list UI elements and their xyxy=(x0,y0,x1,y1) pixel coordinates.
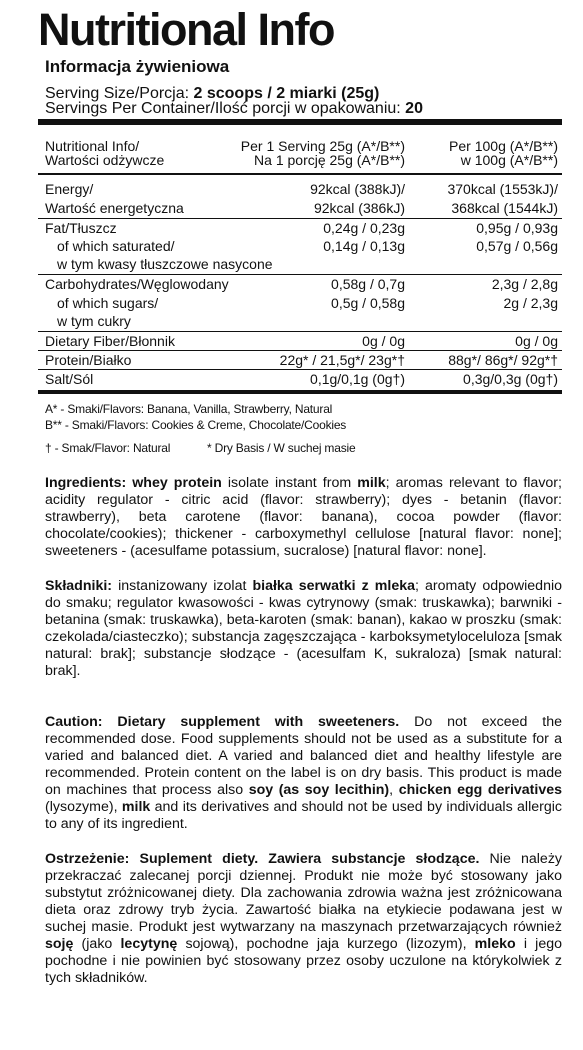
label-subtitle: Informacja żywieniowa xyxy=(45,57,230,76)
row-label: Carbohydrates/Węglowodany xyxy=(45,276,229,292)
footnote-dry-basis: * Dry Basis / W suchej masie xyxy=(207,441,356,455)
text: ; aromaty odpowiednio do smaku; regulator kwasowości - kwas cytrynowy (smak: truskawka); barwniki - betanina (smak: truskawka), beta-karoten (smak: banan), kakao w proszku (smak: czekolada/ciasteczko); substancja zagęszczająca - karboksymetyloceluloza [smak natural: brak]; substancje słodzące - (acesulfam K, sukraloza) [smak natural: brak]. xyxy=(45,578,562,679)
row-per100-value: 0,57g / 0,56g xyxy=(476,238,558,254)
row-serving-value: 0,1g/0,1g (0g†) xyxy=(310,371,405,387)
row-per100-value: 0,95g / 0,93g xyxy=(476,220,558,236)
row-label: of which saturated/ xyxy=(57,238,175,254)
row-per100-value: 2g / 2,3g xyxy=(503,295,558,311)
servings-per-container xyxy=(45,100,423,117)
allergen-text: soy (as soy lecithin) xyxy=(248,782,390,798)
caution-en xyxy=(45,714,562,833)
row-serving-value: 0,14g / 0,13g xyxy=(323,238,405,254)
row-label: Wartość energetyczna xyxy=(45,200,184,216)
allergen-text: milk xyxy=(121,799,151,815)
col-per100-en: Per 100g (A*/B**) xyxy=(449,138,558,154)
text: isolate instant from xyxy=(221,475,358,491)
ingredients-pl-label: Składniki: xyxy=(45,578,113,594)
row-serving-value: 0g / 0g xyxy=(362,333,405,349)
row-per100-value: 88g*/ 86g*/ 92g*† xyxy=(448,352,558,368)
label-title: Nutritional Info xyxy=(38,4,334,55)
ingredients-en-label: Ingredients: xyxy=(45,475,127,491)
text: Do not exceed the recommended dose. Food supplements should not be used as a substitute for a varied and balanced diet. A varied and balanced diet and healthy lifestyle are recommended. Protein content on the label is on dry basis. This product is made on machines that process also xyxy=(45,714,562,798)
row-serving-value: 0,5g / 0,58g xyxy=(331,295,405,311)
allergen-text: whey protein xyxy=(132,475,222,491)
row-divider xyxy=(38,218,562,219)
allergen-text: soję xyxy=(45,936,74,952)
text: sojową), pochodne jaja kurzego (lizozym), xyxy=(177,936,475,952)
row-divider xyxy=(38,350,562,351)
text: Nie należy przekraczać zalecanej porcji dziennej. Produkt nie może być stosowany jako substytut zróżnicowanej diety. Dla zachowania zdrowia ważna jest zróżnicowana dieta oraz zdrowy tryb życia. Zawartość białka na etykiecie podawana jest w suchej masie. Produkt jest wytwarzany na maszynach przetwarzających również xyxy=(45,851,563,935)
row-label: w tym cukry xyxy=(57,313,131,329)
row-serving-value: 0,58g / 0,7g xyxy=(331,276,405,292)
row-serving-value: 92kcal (386kJ) xyxy=(313,200,405,216)
row-divider xyxy=(38,369,562,370)
col-label-pl: Wartości odżywcze xyxy=(45,152,165,168)
serving-size-label: Serving Size/Porcja: xyxy=(45,85,194,102)
ingredients-pl xyxy=(45,578,562,680)
text: ; aromas relevant to flavor; acidity regulator - citric acid (flavor: strawberry); dyes - betanin (flavor: strawberry), beta carotene (flavor: banana), cocoa powder (flavor: chocolate/cookies); thickener - carboxymethyl cellulose [natural flavor: none]; sweeteners - (acesulfame potassium, sucralose) [natural flavor: none]. xyxy=(45,475,562,559)
allergen-text: białka serwatki z mleka xyxy=(252,578,415,594)
row-label: Dietary Fiber/Błonnik xyxy=(45,333,175,349)
header-rule xyxy=(38,173,562,175)
row-label: of which sugars/ xyxy=(57,295,159,311)
allergen-text: chicken egg derivatives xyxy=(398,782,563,798)
row-per100-value: 368kcal (1544kJ) xyxy=(451,200,558,216)
text: , xyxy=(389,782,399,798)
servings-label: Servings Per Container/Ilość porcji w opakowaniu: xyxy=(45,100,406,117)
text: and its derivatives and should not be used by individuals allergic to any of its ingredient. xyxy=(45,799,562,832)
allergen-text: milk xyxy=(357,475,386,491)
footnote-a: A* - Smaki/Flavors: Banana, Vanilla, Strawberry, Natural xyxy=(45,402,333,416)
footnote-natural: † - Smak/Flavor: Natural xyxy=(45,441,171,455)
caution-en-label: Caution: Dietary supplement with sweeteners. xyxy=(45,714,400,730)
allergen-text: lecytynę xyxy=(120,936,178,952)
row-per100-value: 0g / 0g xyxy=(515,333,558,349)
text: (lysozyme), xyxy=(45,799,122,815)
row-label: Fat/Tłuszcz xyxy=(45,220,117,236)
table-bottom-rule xyxy=(38,390,562,394)
text: (jako xyxy=(73,936,121,952)
row-label: Protein/Białko xyxy=(45,352,132,368)
serving-size-value: 2 scoops / 2 miarki (25g) xyxy=(193,85,380,102)
row-label: Energy/ xyxy=(45,181,94,197)
row-serving-value: 92kcal (388kJ)/ xyxy=(310,181,405,197)
table-top-rule xyxy=(38,119,562,125)
row-serving-value: 22g* / 21,5g*/ 23g*† xyxy=(279,352,405,368)
col-label-en: Nutritional Info/ xyxy=(45,138,140,154)
row-label: w tym kwasy tłuszczowe nasycone xyxy=(57,256,273,272)
text: instanizowany izolat xyxy=(112,578,253,594)
row-divider xyxy=(38,274,562,275)
col-serving-pl: Na 1 porcję 25g (A*/B**) xyxy=(254,152,405,168)
row-divider xyxy=(38,331,562,332)
caution-pl-label: Ostrzeżenie: Suplement diety. Zawiera substancje słodzące. xyxy=(45,851,480,867)
caution-pl xyxy=(45,851,562,987)
row-serving-value: 0,24g / 0,23g xyxy=(323,220,405,236)
row-label: Salt/Sól xyxy=(45,371,94,387)
row-per100-value: 2,3g / 2,8g xyxy=(491,276,558,292)
ingredients-en xyxy=(45,475,562,560)
col-serving-en: Per 1 Serving 25g (A*/B**) xyxy=(240,138,405,154)
text: i jego pochodne i nie powinien być stosowany przez osoby uczulone na którykolwiek z tych składników. xyxy=(45,936,562,986)
row-per100-value: 0,3g/0,3g (0g†) xyxy=(463,371,558,387)
col-per100-pl: w 100g (A*/B**) xyxy=(460,152,558,168)
allergen-text: mleko xyxy=(474,936,516,952)
footnote-b: B** - Smaki/Flavors: Cookies & Creme, Chocolate/Cookies xyxy=(45,418,347,432)
row-per100-value: 370kcal (1553kJ)/ xyxy=(447,181,558,197)
servings-value: 20 xyxy=(405,100,423,117)
